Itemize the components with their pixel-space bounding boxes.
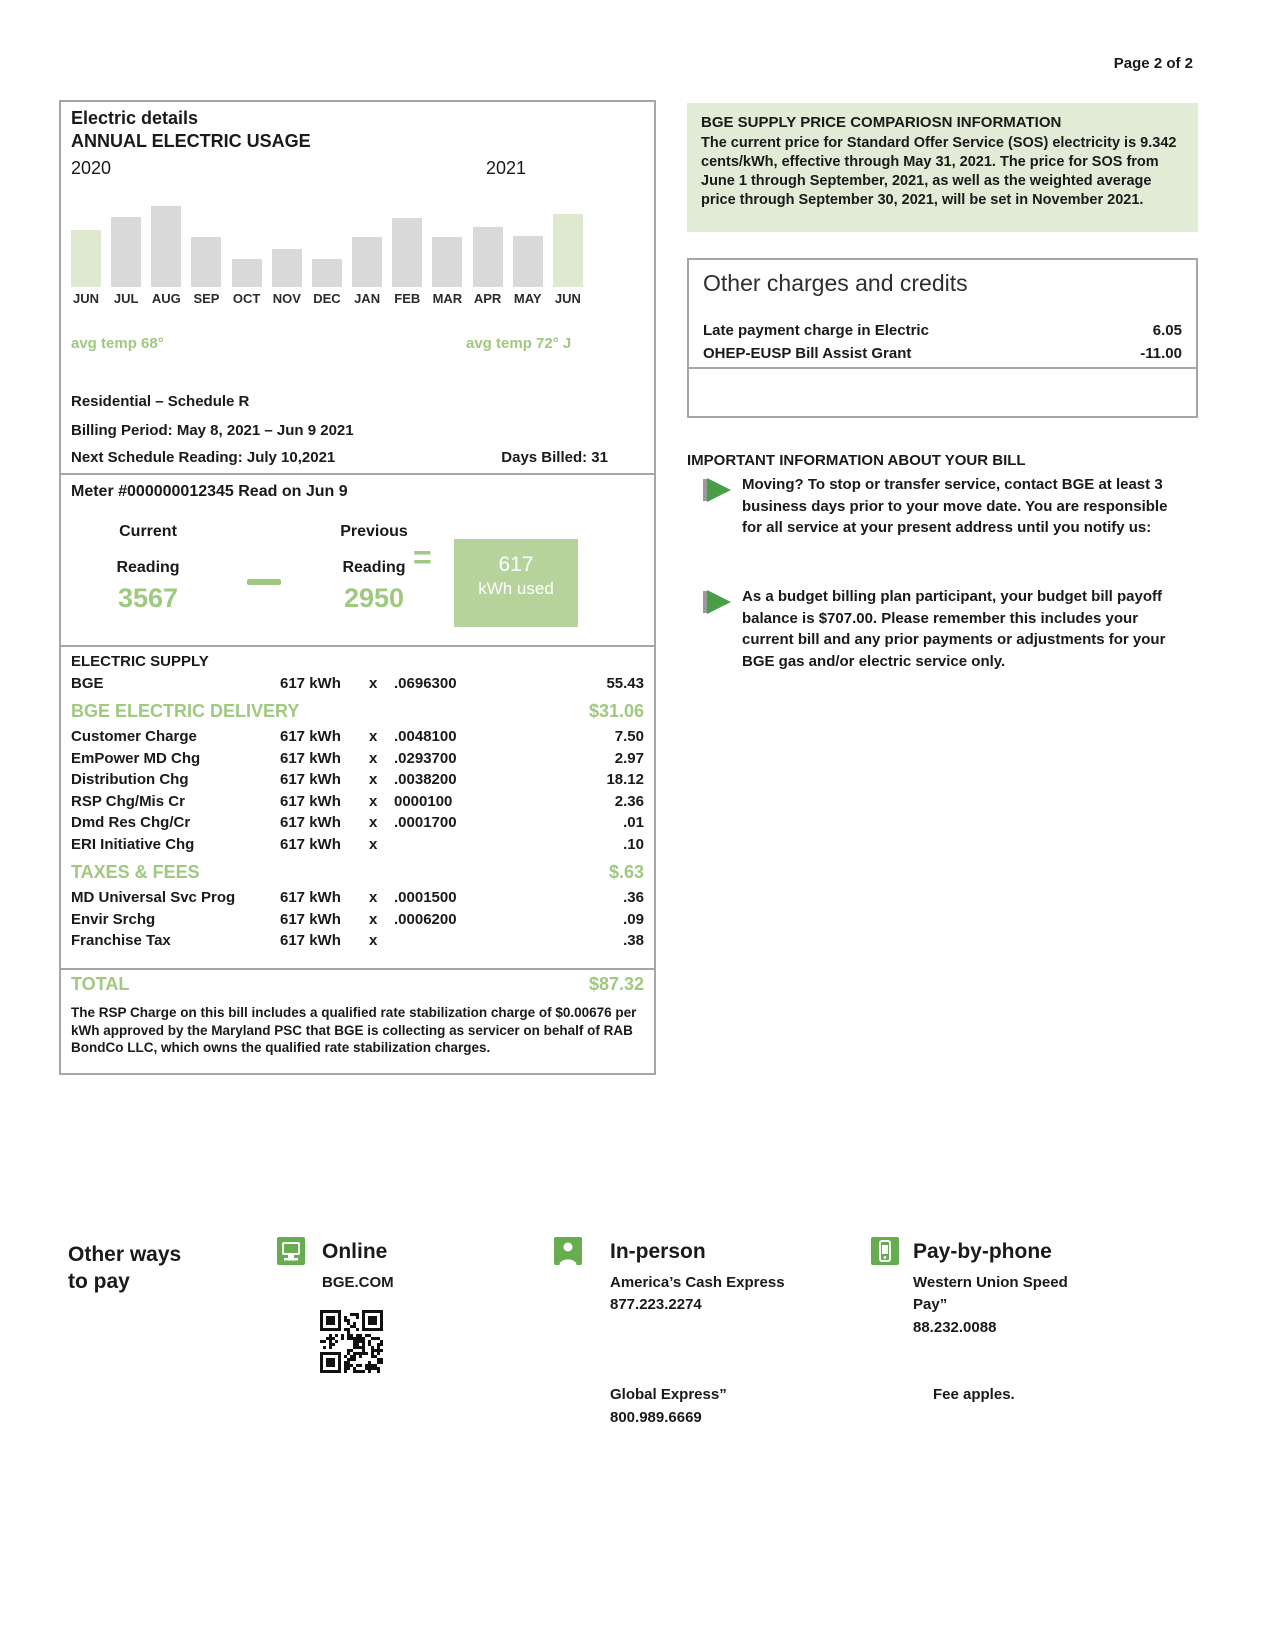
- charge-cell: .0048100: [394, 728, 457, 745]
- other-charge-row: [703, 345, 1182, 362]
- charge-row: [61, 675, 654, 697]
- charge-cell: RSP Chg/Mis Cr: [71, 792, 185, 810]
- qr-code: [320, 1310, 383, 1378]
- total-label: TOTAL: [71, 974, 130, 994]
- avg-temp-left: avg temp 68°: [71, 335, 164, 352]
- delivery-header: BGE ELECTRIC DELIVERY $31.06: [71, 701, 644, 721]
- electric-details-box: [59, 100, 656, 1075]
- charge-cell: 2.36: [614, 792, 644, 810]
- current-label: Current: [119, 523, 177, 540]
- charge-row: [61, 793, 654, 815]
- pay-by-phone-number: 88.232.0088: [913, 1319, 997, 1336]
- usage-bar: [513, 236, 543, 287]
- supply-price-info-title: BGE SUPPLY PRICE COMPARIOSN INFORMATION: [701, 114, 1062, 131]
- charge-cell: ERI Initiative Chg: [71, 835, 195, 853]
- charge-row: [61, 889, 654, 911]
- month-label: AUG: [151, 291, 181, 306]
- other-charge-label: OHEP-EUSP Bill Assist Grant: [703, 344, 912, 362]
- usage-bar: [272, 249, 302, 287]
- usage-bar: [352, 237, 382, 287]
- electric-details-title: Electric details: [71, 108, 199, 128]
- charge-cell: x: [369, 771, 378, 788]
- total-row: [61, 974, 654, 1001]
- charges-table: [61, 645, 654, 968]
- total-section: [61, 968, 654, 1073]
- usage-bar-column: [230, 206, 264, 306]
- in-person-provider2: Global Express”: [610, 1386, 727, 1403]
- month-label: JUN: [72, 291, 99, 306]
- charge-cell: 0000100: [394, 792, 453, 810]
- charge-cell: x: [369, 674, 378, 692]
- usage-bar: [191, 237, 221, 287]
- charge-row: [61, 932, 654, 954]
- in-person-phone2: 800.989.6669: [610, 1409, 702, 1426]
- charge-cell: Franchise Tax: [71, 932, 171, 949]
- usage-bar: [111, 217, 141, 287]
- charge-cell: BGE: [71, 674, 104, 692]
- green-arrow-bullet-icon: [700, 476, 734, 509]
- page-indicator: Page 2 of 2: [1113, 55, 1193, 72]
- charge-cell: 55.43: [606, 674, 644, 692]
- minus-sign: [247, 579, 281, 585]
- month-label: JAN: [354, 291, 381, 306]
- fee-note: Fee apples.: [933, 1386, 1015, 1403]
- charge-cell: .01: [623, 814, 644, 831]
- supply-price-info-body: The current price for Standard Offer Service (SOS) electricity is 9.342 cents/kWh, effective through May 31, 2021. The price for SOS from June 1 through September, 2021, as well as the weighted average price through September 30, 2021, will be set in November 2021.: [701, 135, 1177, 208]
- other-charges-divider: [689, 367, 1196, 369]
- charge-cell: 18.12: [606, 771, 644, 788]
- green-arrow-bullet-icon: [700, 588, 734, 621]
- charge-cell: 617 kWh: [280, 814, 341, 831]
- mobile-phone-icon: [871, 1237, 899, 1270]
- usage-bar-column: [189, 206, 223, 306]
- kwh-used-box: [454, 539, 578, 627]
- other-charge-label: Late payment charge in Electric: [703, 322, 929, 339]
- charge-cell: Dmd Res Chg/Cr: [71, 814, 191, 831]
- charge-cell: Distribution Chg: [71, 771, 189, 788]
- charge-cell: Customer Charge: [71, 728, 197, 745]
- annual-usage-title: ANNUAL ELECTRIC USAGE: [71, 131, 311, 151]
- bullet-text: As a budget billing plan participant, your budget bill payoff balance is $707.00. Please remember this includes your current bill and any prior payments or adjustments for your BGE gas and/or electric service only.: [742, 588, 1166, 670]
- month-label: JUL: [113, 291, 139, 306]
- in-person-label: In-person: [610, 1240, 706, 1263]
- charge-cell: x: [369, 932, 378, 949]
- in-person-phone1: 877.223.2274: [610, 1296, 702, 1313]
- billing-period: Billing Period: May 8, 2021 – Jun 9 2021: [71, 422, 354, 439]
- charge-cell: x: [369, 814, 378, 831]
- avg-temp-right: avg temp 72° J: [466, 335, 572, 352]
- equals-sign: =: [413, 539, 432, 575]
- bullet-text: Moving? To stop or transfer service, contact BGE at least 3 business days prior to your move date. You are responsible for all service at your present address until you notify us:: [742, 476, 1168, 536]
- usage-bar-column: [69, 206, 103, 306]
- charge-cell: .0038200: [394, 771, 457, 788]
- usage-bar: [312, 259, 342, 287]
- month-label: SEP: [193, 291, 220, 306]
- usage-bar-column: [310, 206, 344, 306]
- charge-cell: x: [369, 889, 378, 906]
- usage-bar-column: [350, 206, 384, 306]
- month-label: MAR: [432, 291, 463, 306]
- other-charge-row: [703, 322, 1182, 339]
- charge-cell: 617 kWh: [280, 835, 341, 853]
- other-charge-amount: 6.05: [1152, 322, 1182, 339]
- other-ways-title-line2: to pay: [68, 1270, 130, 1293]
- usage-bar: [71, 230, 101, 287]
- usage-bar: [232, 259, 262, 287]
- charge-cell: x: [369, 792, 378, 810]
- current-reading-label: Reading: [116, 559, 180, 576]
- charge-row: [61, 728, 654, 750]
- usage-bar-column: [270, 206, 304, 306]
- charge-cell: EmPower MD Chg: [71, 749, 201, 767]
- charge-cell: .38: [623, 932, 644, 949]
- charge-cell: .36: [623, 889, 644, 906]
- kwh-used-unit: kWh used: [478, 579, 554, 598]
- charge-cell: 617 kWh: [280, 910, 341, 928]
- charge-cell: x: [369, 835, 378, 853]
- usage-bar-column: [109, 206, 143, 306]
- month-label: DEC: [313, 291, 341, 306]
- charge-cell: x: [369, 749, 378, 767]
- usage-bar-column: [551, 206, 585, 306]
- previous-reading-value: 2950: [343, 583, 405, 613]
- days-billed: Days Billed: 31: [501, 449, 608, 466]
- meter-title: Meter #000000012345 Read on Jun 9: [71, 483, 348, 500]
- online-label: Online: [322, 1240, 388, 1263]
- usage-bar: [151, 206, 181, 287]
- charge-cell: .0006200: [394, 910, 457, 928]
- in-person-provider1: America’s Cash Express: [610, 1274, 785, 1291]
- charge-cell: 617 kWh: [280, 728, 341, 745]
- charge-cell: 2.97: [614, 749, 644, 767]
- previous-label: Previous: [340, 523, 408, 540]
- annual-usage-section: [61, 102, 654, 473]
- charge-cell: .0001500: [394, 889, 457, 906]
- charge-cell: .09: [623, 910, 644, 928]
- charge-row: [61, 814, 654, 836]
- usage-bar-column: [471, 206, 505, 306]
- supply-rows: [61, 675, 654, 697]
- total-amount: $87.32: [588, 974, 644, 994]
- usage-bar-column: [149, 206, 183, 306]
- current-reading-block: [83, 523, 213, 614]
- rsp-charge-footnote: The RSP Charge on this bill includes a qualified rate stabilization charge of $0.00676 per kWh approved by the Maryland PSC that BGE is collecting as servicer on behalf of RAB BondCo LLC, which owns the qualified rate stabilization charges.: [71, 1005, 637, 1055]
- charge-row: [61, 750, 654, 772]
- previous-reading-label: Reading: [342, 559, 406, 576]
- usage-bar-column: [511, 206, 545, 306]
- usage-bar: [392, 218, 422, 287]
- next-schedule-reading: Next Schedule Reading: July 10,2021: [71, 449, 336, 466]
- charge-cell: 7.50: [614, 728, 644, 745]
- taxes-header: TAXES & FEES $.63: [71, 862, 644, 882]
- charge-cell: MD Universal Svc Prog: [71, 889, 236, 906]
- usage-bar: [432, 237, 462, 287]
- other-ways-title-line1: Other ways: [68, 1243, 182, 1266]
- pay-by-phone-provider-line2: Pay”: [913, 1296, 948, 1313]
- year-label-left: 2020: [71, 158, 112, 178]
- usage-bar: [553, 214, 583, 287]
- delivery-total: $31.06: [588, 701, 644, 721]
- computer-monitor-icon: [277, 1237, 305, 1270]
- charge-cell: .10: [623, 835, 644, 853]
- kwh-used-value: 617: [498, 553, 534, 576]
- charge-row: [61, 836, 654, 858]
- taxes-total: $.63: [608, 862, 644, 882]
- important-info-title: IMPORTANT INFORMATION ABOUT YOUR BILL: [687, 452, 1026, 469]
- charge-cell: 617 kWh: [280, 749, 341, 767]
- month-label: MAY: [513, 291, 542, 306]
- supply-price-info-box: [687, 103, 1198, 232]
- meter-reading-section: [61, 473, 654, 645]
- pay-by-phone-label: Pay-by-phone: [913, 1240, 1052, 1263]
- charge-row: [61, 911, 654, 933]
- charge-cell: x: [369, 728, 378, 745]
- pay-by-phone-provider-line1: Western Union Speed: [913, 1274, 1068, 1291]
- charge-cell: 617 kWh: [280, 792, 341, 810]
- month-label: NOV: [272, 291, 301, 306]
- person-icon: [554, 1237, 582, 1270]
- usage-bar-column: [430, 206, 464, 306]
- tax-rows: [61, 889, 654, 954]
- electric-supply-header: ELECTRIC SUPPLY: [71, 653, 209, 670]
- usage-bar: [473, 227, 503, 287]
- other-charges-title: Other charges and credits: [703, 270, 968, 296]
- month-label: FEB: [394, 291, 421, 306]
- charge-cell: .0696300: [394, 674, 457, 692]
- charge-cell: 617 kWh: [280, 889, 341, 906]
- month-label: APR: [473, 291, 502, 306]
- month-label: JUN: [554, 291, 581, 306]
- month-label: OCT: [232, 291, 261, 306]
- usage-bar-column: [390, 206, 424, 306]
- charge-cell: .0001700: [394, 814, 457, 831]
- other-charge-amount: -11.00: [1140, 344, 1182, 362]
- charge-cell: 617 kWh: [280, 674, 341, 692]
- charge-cell: 617 kWh: [280, 771, 341, 788]
- delivery-rows: [61, 728, 654, 857]
- rate-schedule: Residential – Schedule R: [71, 393, 250, 410]
- current-reading-value: 3567: [117, 583, 179, 613]
- charge-cell: .0293700: [394, 749, 457, 767]
- charge-cell: 617 kWh: [280, 932, 341, 949]
- annual-usage-bar-chart: [69, 206, 585, 306]
- bge-com-link[interactable]: BGE.COM: [322, 1274, 394, 1291]
- other-charges-box: [687, 258, 1198, 418]
- charge-cell: Envir Srchg: [71, 910, 156, 928]
- charge-cell: x: [369, 910, 378, 928]
- year-label-right: 2021: [486, 158, 527, 178]
- charge-row: [61, 771, 654, 793]
